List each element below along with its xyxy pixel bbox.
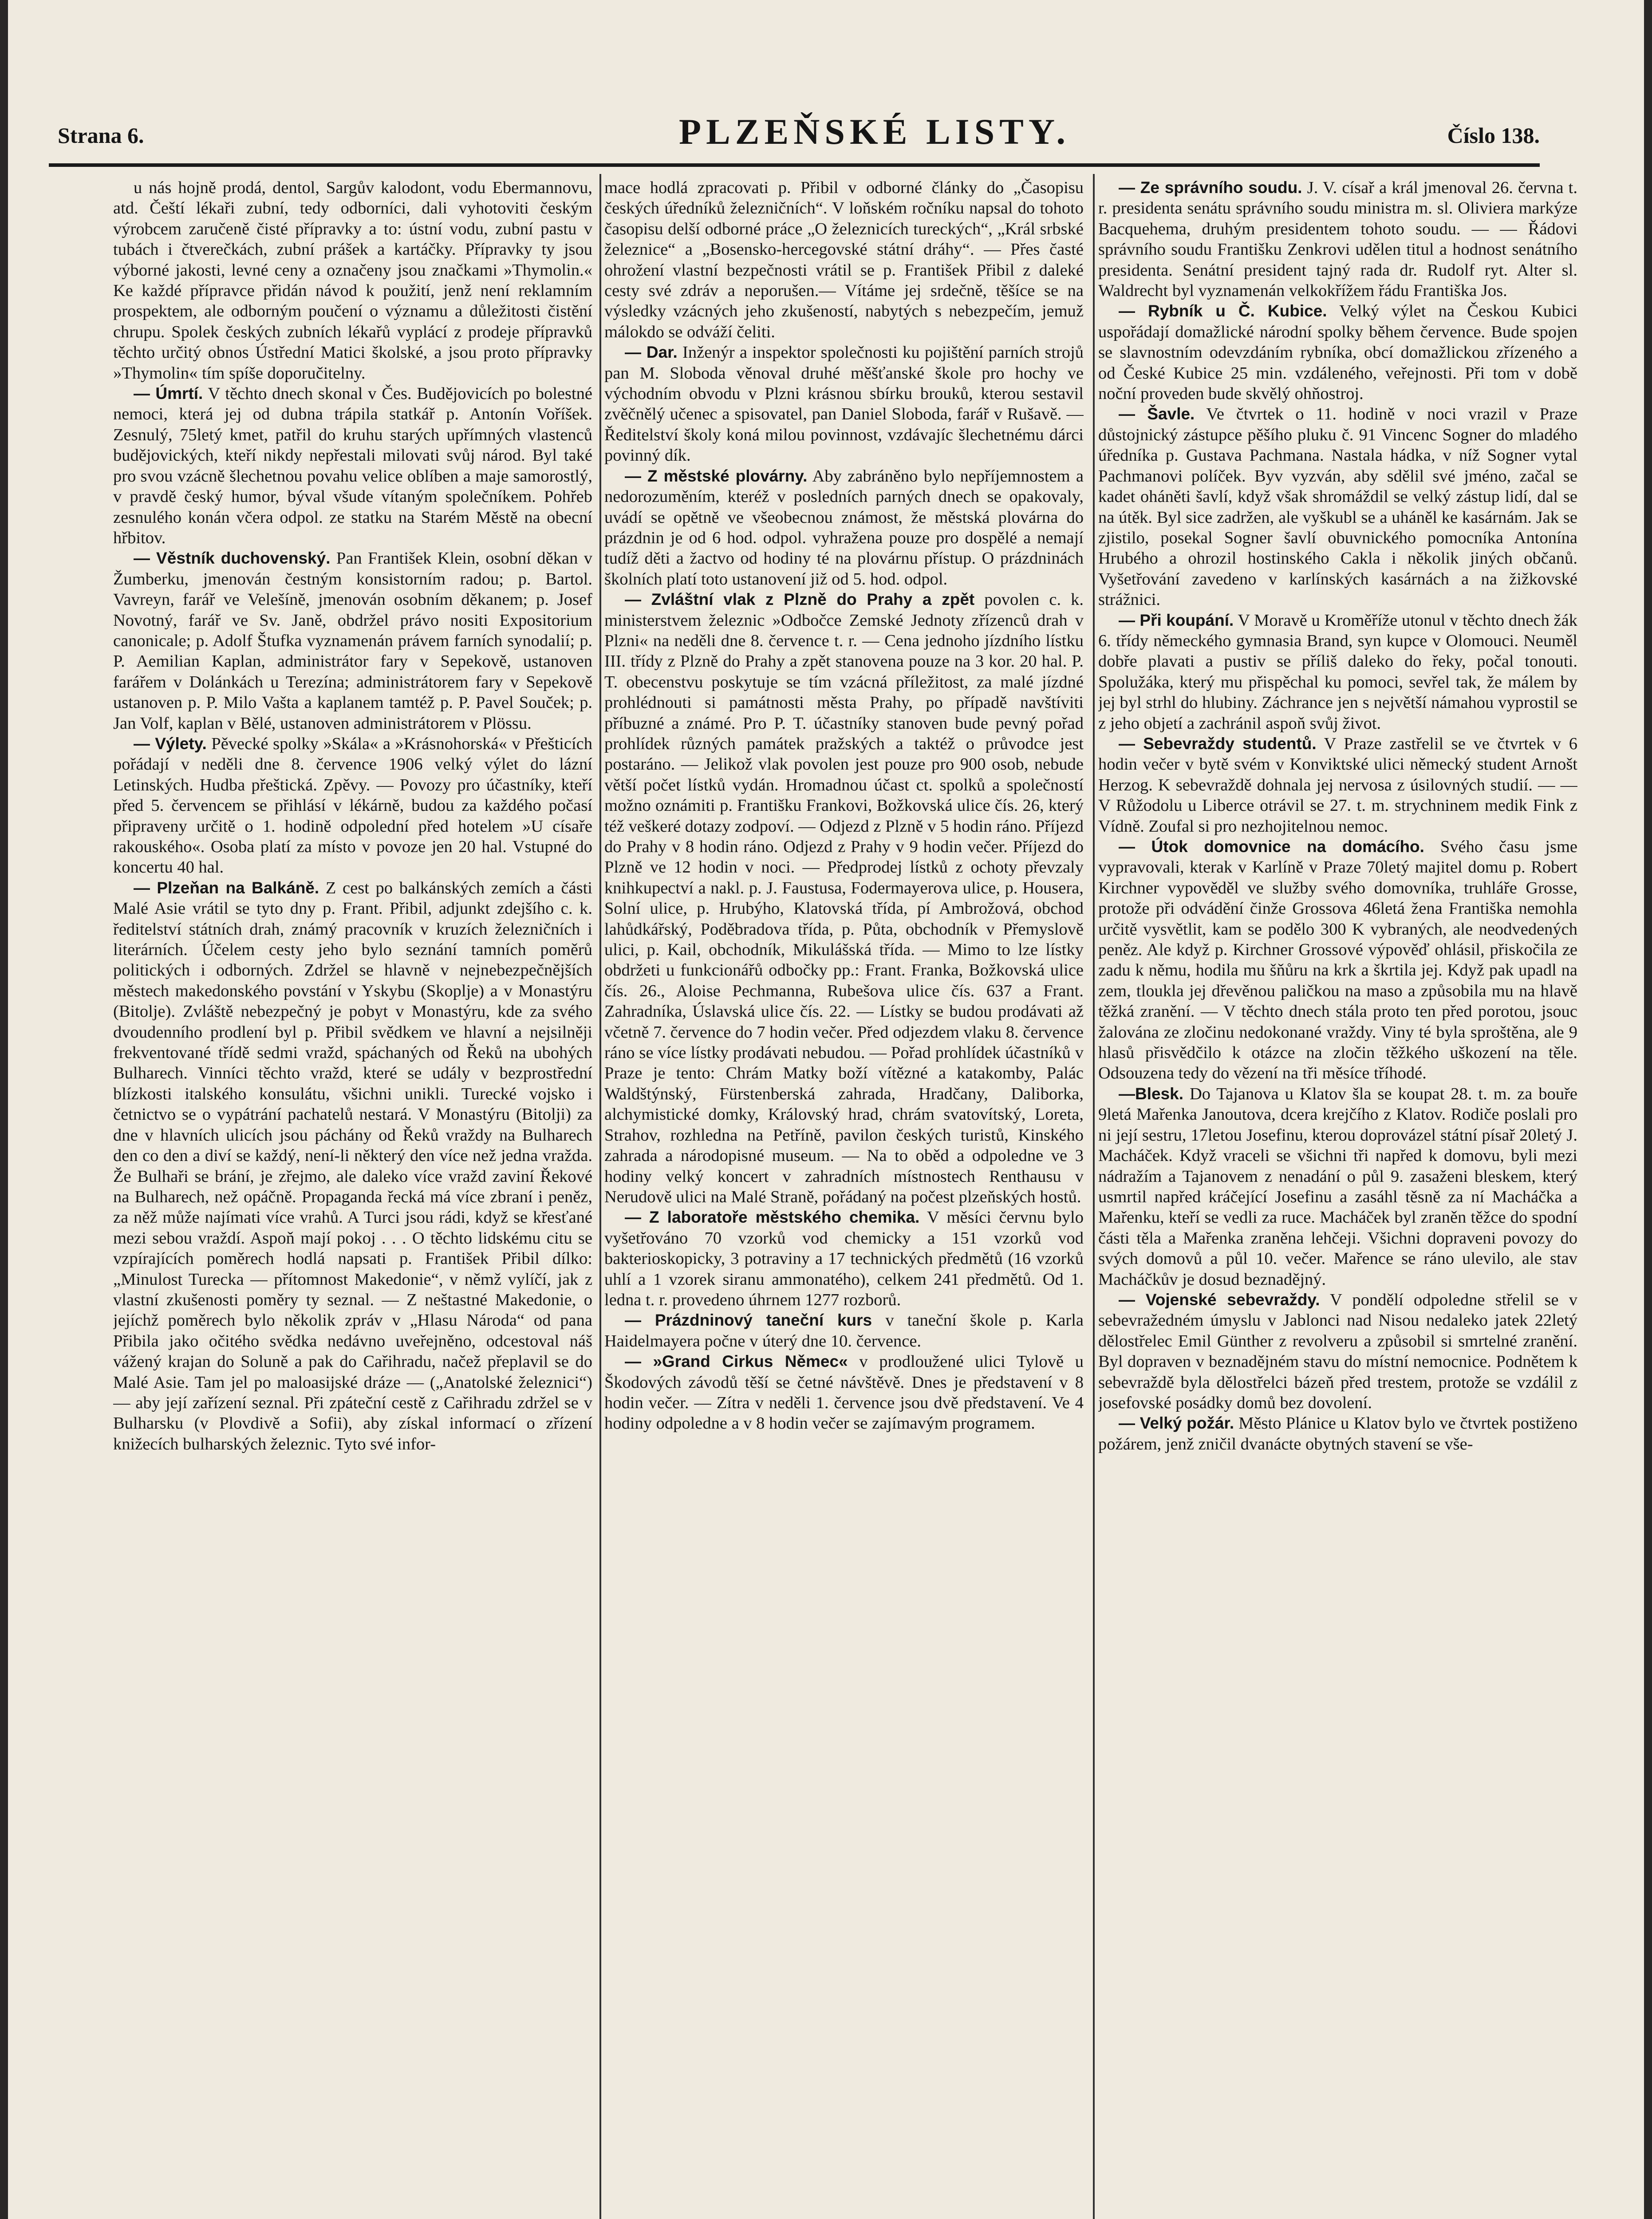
issue-number: Číslo 138. bbox=[1447, 123, 1540, 148]
scan-edge-right bbox=[1644, 0, 1652, 2219]
article-text: V Moravě u Kroměříže utonul v těchto dnech žák 6. třídy německého gymnasia Brand, syn kupce v Olomouci. Neuměl dobře plavati a pustiv se příliš daleko do řeky, počal tonouti. Spolužáka, který mu přispěchal ku pomoci, sevřel tak, že málem by jej byl strhl do hlubiny. Záchrance jen s největší námahou vyprostil se z jeho objetí a zachránil aspoň svůj život. bbox=[1098, 611, 1577, 733]
article-text: V pondělí odpoledne střelil se v sebevražedném úmyslu v Jablonci nad Nisou nedaleko jatek 22letý dělostřelec Emil Günther z revolveru a způsobil si smrtelné zranění. Byl dopraven v beznadějném stavu do místní nemocnice. Podnětem k sebevraždě byla dělostřelci bázeň před trestem, protože se vzdálil z josefovské posádky domů bez dovolení. bbox=[1098, 1290, 1577, 1412]
article-paragraph bbox=[604, 178, 1084, 342]
article-text: Pěvecké spolky »Skála« a »Krásnohorská« v Přešticích pořádají v neděli dne 8. července 1906 velký výlet do lázní Letinských. Hudba přeštická. Zpěvy. — Povozy pro účastníky, kteří před 5. červencem se přihlásí v lékárně, budou za každého počasí připraveny určitě o 1. hodině odpolední před hotelem »U císaře rakouského«. Osoba platí za místo v povoze jen 20 hal. Vstupné do koncertu 40 hal. bbox=[113, 734, 592, 877]
article-paragraph bbox=[1098, 178, 1577, 301]
column-divider bbox=[1093, 174, 1095, 2219]
article-paragraph bbox=[113, 178, 592, 383]
scan-edge-left bbox=[0, 0, 8, 2219]
article-paragraph bbox=[113, 878, 592, 1454]
article-paragraph bbox=[604, 589, 1084, 1207]
article-paragraph bbox=[604, 1310, 1084, 1351]
article-heading: — Velký požár. bbox=[1119, 1414, 1234, 1433]
article-paragraph bbox=[1098, 1290, 1577, 1413]
article-paragraph bbox=[113, 734, 592, 878]
article-heading: — Zvláštní vlak z Plzně do Prahy a zpět bbox=[625, 590, 975, 609]
article-heading: — Šavle. bbox=[1119, 405, 1195, 423]
article-heading: — Ze správního soudu. bbox=[1119, 178, 1302, 197]
header-rule bbox=[49, 163, 1540, 167]
article-heading: — Prázdninový taneční kurs bbox=[625, 1311, 872, 1330]
column-3 bbox=[1098, 178, 1577, 2219]
article-heading: — Z laboratoře městského chemika. bbox=[625, 1208, 920, 1227]
article-text: V těchto dnech skonal v Čes. Budějovicích po bolestné nemoci, která jej od dubna trápila statkář p. Antonín Voříšek. Zesnulý, 75letý kmet, patřil do kruhu starých upřímných vlastenců budějovických, kteří nikdy nepřestali milovati svůj národ. Byl také pro svou vzácně šlechetnou povahu velice oblíben a maje samorostlý, v pravdě český humor, býval všude vítaným společníkem. Pohřeb zesnulého konán včera odpol. ze statku na Starém Městě na obecní hřbitov. bbox=[113, 384, 592, 547]
article-paragraph bbox=[604, 466, 1084, 589]
article-text: Velký výlet na Českou Kubici uspořádají domažlické národní spolky během července. Bude spojen se slavnostním odevzdáním rybníka, obcí domažlickou zřízeného a od České Kubice 25 min. vzdáleného, veřejnosti. Při tom v době noční proveden bude skvělý ohňostroj. bbox=[1098, 302, 1577, 403]
article-paragraph bbox=[1098, 1084, 1577, 1290]
article-heading: — Sebevraždy studentů. bbox=[1119, 734, 1317, 753]
article-text: V Praze zastřelil se ve čtvrtek v 6 hodin večer v bytě svém v Konviktské ulici německý student Arnošt Herzog. K sebevraždě dohnala jej nervosa z úsilovných studií. — — V Růžodolu u Liberce otrávil se 27. t. m. strychninem medik Fink z Vídně. Zoufal si pro nezhojitelnou nemoc. bbox=[1098, 734, 1577, 836]
article-heading: — Dar. bbox=[625, 343, 678, 362]
article-text: V měsíci červnu bylo vyšetřováno 70 vzorků vod chemicky a 151 vzorků vod bakterioskopicky, 3 potraviny a 17 technických předmětů (16 vzorků uhlí a 1 vzorek siranu ammonatého), celkem 241 předmětů. Od 1. ledna t. r. provedeno úhrnem 1277 rozborů. bbox=[604, 1208, 1084, 1309]
article-paragraph bbox=[1098, 610, 1577, 734]
article-text: J. V. císař a král jmenoval 26. června t. r. presidenta senátu správního soudu ministra m. sl. Oliviera markýze Bacquehema, druhým presidentem tohoto soudu. — — Řádovi správního soudu Františku Zenkrovi udělen titul a hodnost senátního presidenta. Senátní president tajný rada dr. Rudolf ryt. Alter sl. Waldrecht byl vyznamenán velkokřížem řádu Františka Jos. bbox=[1098, 178, 1577, 300]
article-heading: — Plzeňan na Balkáně. bbox=[134, 878, 319, 897]
article-paragraph bbox=[1098, 301, 1577, 404]
article-paragraph bbox=[1098, 1413, 1577, 1454]
article-text: u nás hojně prodá, dentol, Sargův kalodont, vodu Ebermannovu, atd. Čeští lékaři zubní, tedy odborníci, dali vyhotoviti českým výrobcem zaručeně čisté přípravky a to: ústní vodu, zubní pastu v tubách i čtverečkách, zubní prášek a kartáčky. Přípravky ty jsou výborné jakosti, levné ceny a označeny jsou značkami »Thymolin.« Ke každé přípravce přidán návod k použití, jenž není reklamním prospektem, ale odborným poučení o významu a důležitosti čistění chrupu. Spolek českých zubních lékařů vyplácí z prodeje přípravků těchto určitý obnos Ústřední Matici školské, a jsou proto přípravky »Thymolin« tím spíše doporučitelny. bbox=[113, 178, 592, 383]
masthead-title: PLZEŇSKÉ LISTY. bbox=[679, 111, 1071, 152]
article-heading: — Vojenské sebevraždy. bbox=[1119, 1290, 1320, 1309]
article-heading: — »Grand Cirkus Němec« bbox=[625, 1352, 848, 1371]
article-paragraph bbox=[113, 548, 592, 734]
page-number: Strana 6. bbox=[58, 123, 144, 148]
column-1 bbox=[113, 178, 592, 2219]
article-text: v taneční škole p. Karla Haidelmayera počne v úterý dne 10. července. bbox=[604, 1311, 1084, 1350]
article-paragraph bbox=[1098, 837, 1577, 1084]
article-paragraph bbox=[1098, 404, 1577, 610]
column-divider bbox=[599, 174, 601, 2219]
article-text: Město Plánice u Klatov bylo ve čtvrtek postiženo požárem, jenž zničil dvanácte obytných stavení se vše- bbox=[1098, 1414, 1577, 1453]
article-heading: — Rybník u Č. Kubice. bbox=[1119, 302, 1327, 320]
article-heading: — Z městské plovárny. bbox=[625, 466, 808, 485]
article-paragraph bbox=[604, 342, 1084, 466]
article-paragraph bbox=[604, 1351, 1084, 1434]
page-header bbox=[49, 111, 1540, 155]
article-heading: — Věstník duchovenský. bbox=[134, 549, 331, 568]
article-text: Z cest po balkánských zemích a části Malé Asie vrátil se tyto dny p. Frant. Přibil, adjunkt zdejšího c. k. ředitelství státních drah, známý pracovník v kruzích železničních i literárních. Účelem cesty jeho bylo seznání tamních poměrů politických i odborných. Zdržel se hlavně v nejnebezpečnějších městech makedonského povstání v Yskybu (Skoplje) a v Monastýru (Bitolje). Zvláště nebezpečný je pobyt v Monastýru, kde za svého dvoudenního prodlení byl p. Přibil svědkem ve hlavní a nejsilněji frekventované třídě sedmi vražd, spáchaných od Řeků na ubohých Bulharech. Vinníci těchto vražd, které se udály v bezprostřední blízkosti italského konsulátu, všichni unikli. Turecké vojsko i četnictvo se o vypátrání pachatelů nestará. V Monastýru (Bitolji) za dne v hlavních ulicích jsou páchány od Řeků vraždy na Bulharech den co den a diví se každý, není-li některý den více než jedna vražda. Že Bulhaři se brání, je zřejmo, ale daleko více vražd zaviní Řekové na Bulharech, než opáčně. Propaganda řecká má více zbraní i peněz, za něž může najímati více vrahů. A Turci jsou rádi, když se křesťané mezi sebou vraždí. Aspoň mají pokoj . . . O těchto lidskému citu se vzpírajících poměrech hodlá napsati p. František Přibil dílko: „Minulost Turecka — přítomnost Makedonie“, v němž vylíčí, jak z vlastní zkušenosti poměry ty seznal. — Z neštastné Makedonie, o jejíchž poměrech bylo několik zpráv v „Hlasu Národa“ od pana Přibila jako očitého svědka nedávno uveřejněno, odcestoval náš vážený krajan do Soluně a pak do Cařihradu, načež přeplavil se do Malé Asie. Tam jel po maloasijské dráze — („Anatolské železnici“) — aby její zařízení seznal. Při zpáteční cestě z Cařihradu zdržel se v Bulharsku (v Plovdivě a Sofii), aby získal informací o zřízení knižecích bulharských železnic. Tyto své infor- bbox=[113, 878, 592, 1453]
article-heading: — Útok domovnice na domácího. bbox=[1119, 837, 1424, 856]
article-paragraph bbox=[113, 383, 592, 548]
article-heading: — Úmrtí. bbox=[134, 384, 203, 403]
article-heading: —Blesk. bbox=[1119, 1084, 1184, 1103]
article-text: mace hodlá zpracovati p. Přibil v odborné články do „Časopisu českých úředníků železničních“. V loňském ročníku napsal do tohoto časopisu delší odborné práce „O železnicích tureckých“, „Král srbské železnice“ a „Bosensko-hercegovské státní dráhy“. — Přes časté ohrožení vlastní bezpečnosti vrátil se p. František Přibil z daleké cesty své zdráv a neporušen.— Vítáme jej srdečně, těšíce se na výsledky vzácných jeho zkušeností, nabytých s nebezpečím, jemuž málokdo se odváží čeliti. bbox=[604, 178, 1084, 341]
article-text: Ve čtvrtek o 11. hodině v noci vrazil v Praze důstojnický zástupce pěšího pluku č. 91 Vincenc Sogner do mladého úředníka p. Gustava Pachmana. Nastala hádka, v níž Sogner vytal Pachmanovi políček. Byv vyzván, aby sdělil své jméno, začal se kadet oháněti šavlí, když však shromáždil se velký zástup lidí, dal se na útěk. Byl sice zadržen, ale vyškubl se a uháněl ke kasárnám. Jak se zjistilo, posekal Sogner šavlí obuvnického pomocníka Antonína Hrubého a ohrozil hostinského Cakla i několik jiných občanů. Vyšetřování zavedeno v karlínských kasárnách a na žižkovské strážnici. bbox=[1098, 405, 1577, 609]
article-heading: — Výlety. bbox=[134, 734, 207, 753]
column-2 bbox=[604, 178, 1084, 2219]
article-paragraph bbox=[604, 1207, 1084, 1310]
article-text: Pan František Klein, osobní děkan v Žumberku, jmenován čestným konsistorním radou; p. Bartol. Vavreyn, farář ve Velešíně, jmenován osobním děkanem; p. Josef Novotný, farář ve Sv. Janě, obdržel právo nositi Expositorium canonicale; p. Adolf Štufka vyznamenán právem farních synodalií; p. P. Aemilian Kaplan, administrátor fary v Sepekově, ustanoven farářem v Dolánkách u Terezína; administrátorem fary v Sepekově ustanoven p. P. Milo Vašta a kaplanem tamtéž p. P. Pavel Souček; p. Jan Volf, kaplan v Bělé, ustanoven administrátorem v Plössu. bbox=[113, 549, 592, 733]
article-text: Svého času jsme vypravovali, kterak v Karlíně v Praze 70letý majitel domu p. Robert Kirchner vypověděl ve služby svého domovníka, truhláře Grosse, protože při odvádění činže Grossova 46letá žena Františka nemohla určitě vysvětlit, kam se podělo 300 K vybraných, ale neodvedených peněz. Ale když p. Kirchner Grossové výpověď ohlásil, přiskočila ze zadu k němu, hodila mu šňůru na krk a škrtila jej. Když pak upadl na zem, tloukla jej dřevěnou paličkou na maso a způsobila mu na hlavě těžká zranění. — V těchto dnech stála proto ten před porotou, jsouc žalována ze zločinu nedokonané vraždy. Viny té byla sproštěna, ale 9 hlasů přisvědčilo k otázce na zločin těžkého uškození na těle. Odsouzena tedy do vězení na tři měsíce tříhodé. bbox=[1098, 837, 1577, 1083]
article-text: povolen c. k. ministerstvem železnic »Odbočce Zemské Jednoty zřízenců drah v Plzni« na neděli dne 8. července t. r. — Cena jednoho jízdního lístku III. třídy z Plzně do Prahy a zpět stanovena pouze na 3 kor. 20 hal. P. T. obecenstvu poskytuje se tím vzácná příležitost, za malé jízdné prohlédnouti si památnosti města Prahy, po případě navštíviti příbuzné a známé. Pro P. T. účastníky stanoven bude pevný pořad prohlídek různých památek pražských a taktéž o průvodce jest postaráno. — Jelikož vlak povolen jest pouze pro 900 osob, nebude větší počet lístků vydán. Hromadnou účast ct. spolků a společností možno oznámiti p. Františku Frankovi, Božkovská ulice čís. 26, který též veškeré dotazy zodpoví. — Odjezd z Plzně v 5 hodin ráno. Příjezd do Prahy v 8 hodin ráno. Odjezd z Prahy v 9 hodin večer. Příjezd do Plzně ve 12 hodin v noci. — Předprodej lístků z ochoty převzaly knihkupectví a nakl. p. J. Faustusa, Fodermayerova ulice, p. Housera, Solní ulice, p. Hrubýho, Klatovská třída, pí Ambrožová, obchod lahůdkářský, Poděbradova třída, p. Půta, obchodník v Přemyslově ulici, p. Kail, obchodník, Mikulášská třída. — Mimo to lze lístky obdržeti u funkcionářů odbočky pp.: Frant. Franka, Božkovská ulice čís. 26., Aloise Pechmanna, Rubešova ulice čís. 637 a Frant. Zahradníka, Úslavská ulice čís. 22. — Lístky se budou prodávati až včetně 7. července do 7 hodin večer. Před odjezdem vlaku 8. července ráno se více lístky prodávati nebudou. — Pořad prohlídek účastníků v Praze je tento: Chrám Matky boží vítězné a katakomby, Palác Waldštýnský, Fürstenberská zahrada, Hradčany, Daliborka, alchymistické domky, Královský hrad, chrám svatovítský, Loreta, Strahov, rozhledna na Petříně, pavilon českých turistů, Kinského zahrada a národopisné museum. — Na to oběd a odpoledne ve 3 hodiny velký koncert v zahradních místnostech Renthausu v Nerudově ulici na Malé Straně, pořádaný na počest plzeňských hostů. bbox=[604, 590, 1084, 1206]
article-text: Inženýr a inspektor společnosti ku pojištění parních strojů pan M. Sloboda věnoval druhé měšťanské škole pro hochy ve východním obvodu v Plzni krásnou sbírku brouků, kterou sestavil zvěčnělý učenec a spisovatel, pan Daniel Sloboda, farář v Rušavě. — Ředitelství školy koná milou povinnost, vzdávajíc šlechetnému dárci povinný dík. bbox=[604, 343, 1084, 465]
article-text: v prodloužené ulici Tylově u Škodových závodů těší se četné návštěvě. Dnes je představení v 8 hodin večer. — Zítra v neděli 1. července jsou dvě představení. Ve 4 hodiny odpoledne a v 8 hodin večer se zajímavým programem. bbox=[604, 1352, 1084, 1433]
article-text: Aby zabráněno bylo nepříjemnostem a nedorozuměním, kteréž v posledních parných dnech se opakovaly, uvádí se opětně ve všeobecnou známost, že městská plovárna do prázdnin je od 6 hod. odpol. vyhražena pouze pro dospělé a nemají tudíž děti a žactvo od hodiny té na plovárnu přístup. O prázdninách školních platí toto ustanovení již od 5. hod. odpol. bbox=[604, 466, 1084, 588]
article-paragraph bbox=[1098, 734, 1577, 837]
article-heading: — Při koupání. bbox=[1119, 611, 1234, 629]
article-text: Do Tajanova u Klatov šla se koupat 28. t. m. za bouře 9letá Mařenka Janoutova, dcera krejčího z Klatov. Rodiče poslali pro ni její sestru, 17letou Josefinu, kterou doprovázel státní písař 20letý J. Macháček. Když vraceli se všichni tři napřed k domovu, byli mezi nádražím a Tajanovem z nenadání o půl 9. zasaženi bleskem, který usmrtil napřed kráčející Josefinu a zasáhl těsně za ní Macháčka a Mařenku, kteří se vedli za ruce. Macháček byl zraněn těžce do spodní části těla a Mařenka zraněna lehčeji. Všichni dopraveni povozy do svých domovů a půl 10. večer. Mařence se ráno ulevilo, ale stav Macháčkův je dosud beznadějný. bbox=[1098, 1084, 1577, 1289]
